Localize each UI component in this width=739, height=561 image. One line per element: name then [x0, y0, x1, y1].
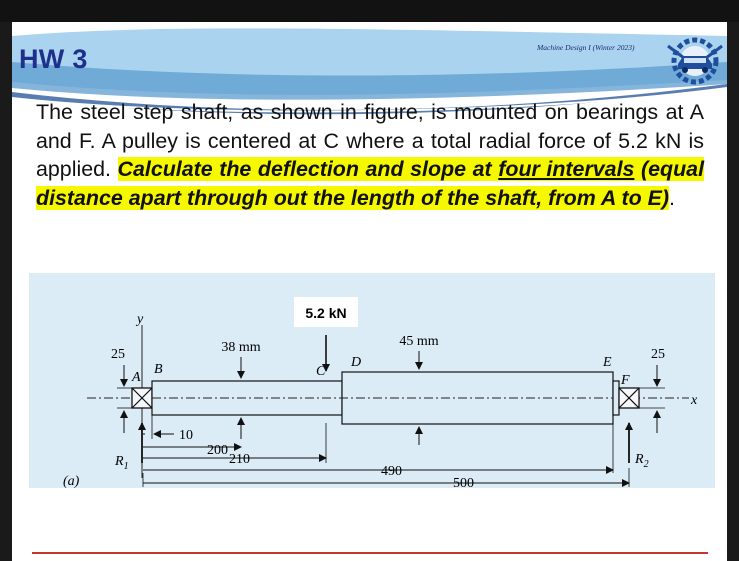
point-a-label: A — [132, 370, 141, 385]
point-c-label: C — [316, 364, 326, 379]
shaft-figure — [29, 273, 715, 488]
highlight-text-a: Calculate the deflection and slope at — [117, 157, 499, 182]
window-top-bar — [0, 0, 739, 22]
reaction-r2-label: $R_2$ — [635, 452, 649, 470]
course-note: Machine Design I (Winter 2023) — [537, 43, 635, 52]
dim-500: 500 — [453, 476, 474, 488]
point-b-label: B — [154, 362, 163, 377]
problem-statement — [36, 98, 704, 212]
x-axis-label: x — [691, 393, 698, 408]
highlight-text-b: (equal distance apart through out the length of the shaft, from A to E) — [36, 157, 705, 210]
slide — [12, 22, 727, 561]
footer-rule — [32, 552, 708, 554]
page-title: HW 3 — [19, 44, 88, 74]
dim-10: 10 — [179, 428, 193, 443]
dim-490: 490 — [381, 464, 402, 479]
point-e-label: E — [603, 355, 612, 370]
y-axis-label: y — [137, 312, 144, 327]
small-diameter-label: 38 mm — [221, 340, 261, 355]
reaction-r1-label: $R_1$ — [115, 454, 129, 472]
gear-car-logo-icon — [664, 36, 726, 86]
large-diameter-label: 45 mm — [399, 334, 439, 349]
right-bearing-diameter: 25 — [651, 347, 665, 362]
problem-highlight — [36, 157, 704, 210]
shaft-diagram — [29, 273, 715, 488]
highlight-underlined: four intervals — [498, 157, 635, 182]
shaft-right-step — [613, 381, 619, 415]
dim-210: 210 — [229, 452, 250, 467]
point-f-label: F — [621, 373, 630, 388]
dim-200: 200 — [207, 443, 228, 458]
point-d-label: D — [351, 355, 362, 370]
load-label: 5.2 kN — [305, 305, 347, 321]
problem-text: The steel step shaft, as shown in figure, is mounted on bearings at A and F. A pulley is centered at C where a total radial force of 5.2 kN is applied. — [36, 100, 704, 182]
problem-end: . — [669, 185, 675, 210]
part-label: (a) — [63, 474, 80, 488]
left-bearing-diameter: 25 — [111, 347, 125, 362]
